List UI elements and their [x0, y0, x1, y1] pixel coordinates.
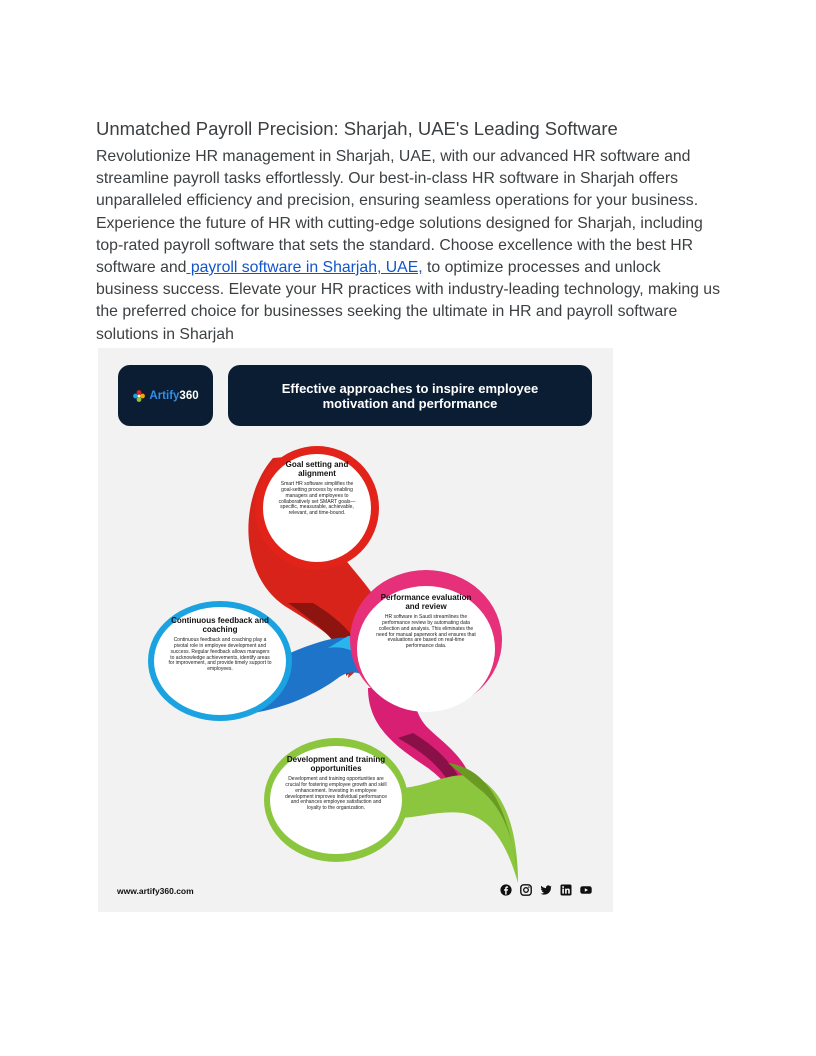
continuous-feedback-heading: Continuous feedback and coaching — [171, 616, 269, 634]
performance-evaluation-text: HR software in Saudi streamlines the performance review by automating data collection and analysis. This eliminates the need for manual paperwork and ensures that evaluations are based on real-time performance data. — [376, 614, 476, 650]
body-paragraph — [96, 146, 720, 346]
document-title: Unmatched Payroll Precision: Sharjah, UAE's Leading Software — [96, 118, 618, 139]
development-training-heading: Development and training opportunities — [286, 755, 386, 773]
continuous-feedback-text: Continuous feedback and coaching play a pivotal role in employee development and success. Regular feedback allows managers to acknowledge achievements, identify areas for improvement, and provide timely support to employees. — [168, 637, 272, 673]
payroll-software-link[interactable]: payroll software in Sharjah, UAE, — [186, 259, 423, 277]
paragraph-text-end: to optimize processes and unlock business success. Elevate your HR practices with industry-leading technology, making us the preferred choice for businesses seeking the ultimate in HR and payroll software solutions in Sharjah — [96, 259, 720, 343]
goal-setting-text: Smart HR software simplifies the goal-setting process by enabling managers and employees to collaboratively set SMART goals—specific, measurable, achievable, relevant, and time-bound. — [278, 481, 356, 517]
green-ribbon — [398, 775, 518, 883]
continuous-feedback-circle — [154, 607, 286, 715]
paragraph-text-start: Revolutionize HR management in Sharjah, UAE, with our advanced HR software and streamline payroll tasks effortlessly. Our best-in-class HR software in Sharjah offers unparalleled efficiency and precision, ensuring seamless operations for your business. Experience the future of HR with cutting-edge solutions designed for Sharjah, including top-rated payroll software that sets the standard. Choose excellence with the best HR software and — [96, 148, 703, 277]
infographic-title: Effective approaches to inspire employee motivation and performance — [281, 380, 539, 411]
instagram-icon — [520, 884, 532, 896]
social-icons — [500, 884, 592, 896]
logo-brand: Artify — [149, 389, 180, 402]
facebook-icon — [500, 884, 512, 896]
linkedin-icon — [560, 884, 572, 896]
development-training-text: Development and training opportunities are crucial for fostering employee growth and skill enhancement. Investing in employee development improves individual performance and enhances employee satisfaction and loyalty to the organization. — [285, 776, 387, 812]
infographic-image — [98, 348, 613, 912]
youtube-icon — [580, 884, 592, 896]
performance-evaluation-circle — [357, 586, 495, 712]
performance-evaluation-heading: Performance evaluation and review — [380, 593, 472, 611]
website-url: www.artify360.com — [117, 886, 194, 896]
goal-setting-heading: Goal setting and alignment — [285, 460, 349, 478]
development-training-circle — [270, 746, 402, 854]
goal-setting-circle — [263, 454, 371, 562]
twitter-icon — [540, 884, 552, 896]
logo-suffix: 360 — [179, 389, 199, 402]
